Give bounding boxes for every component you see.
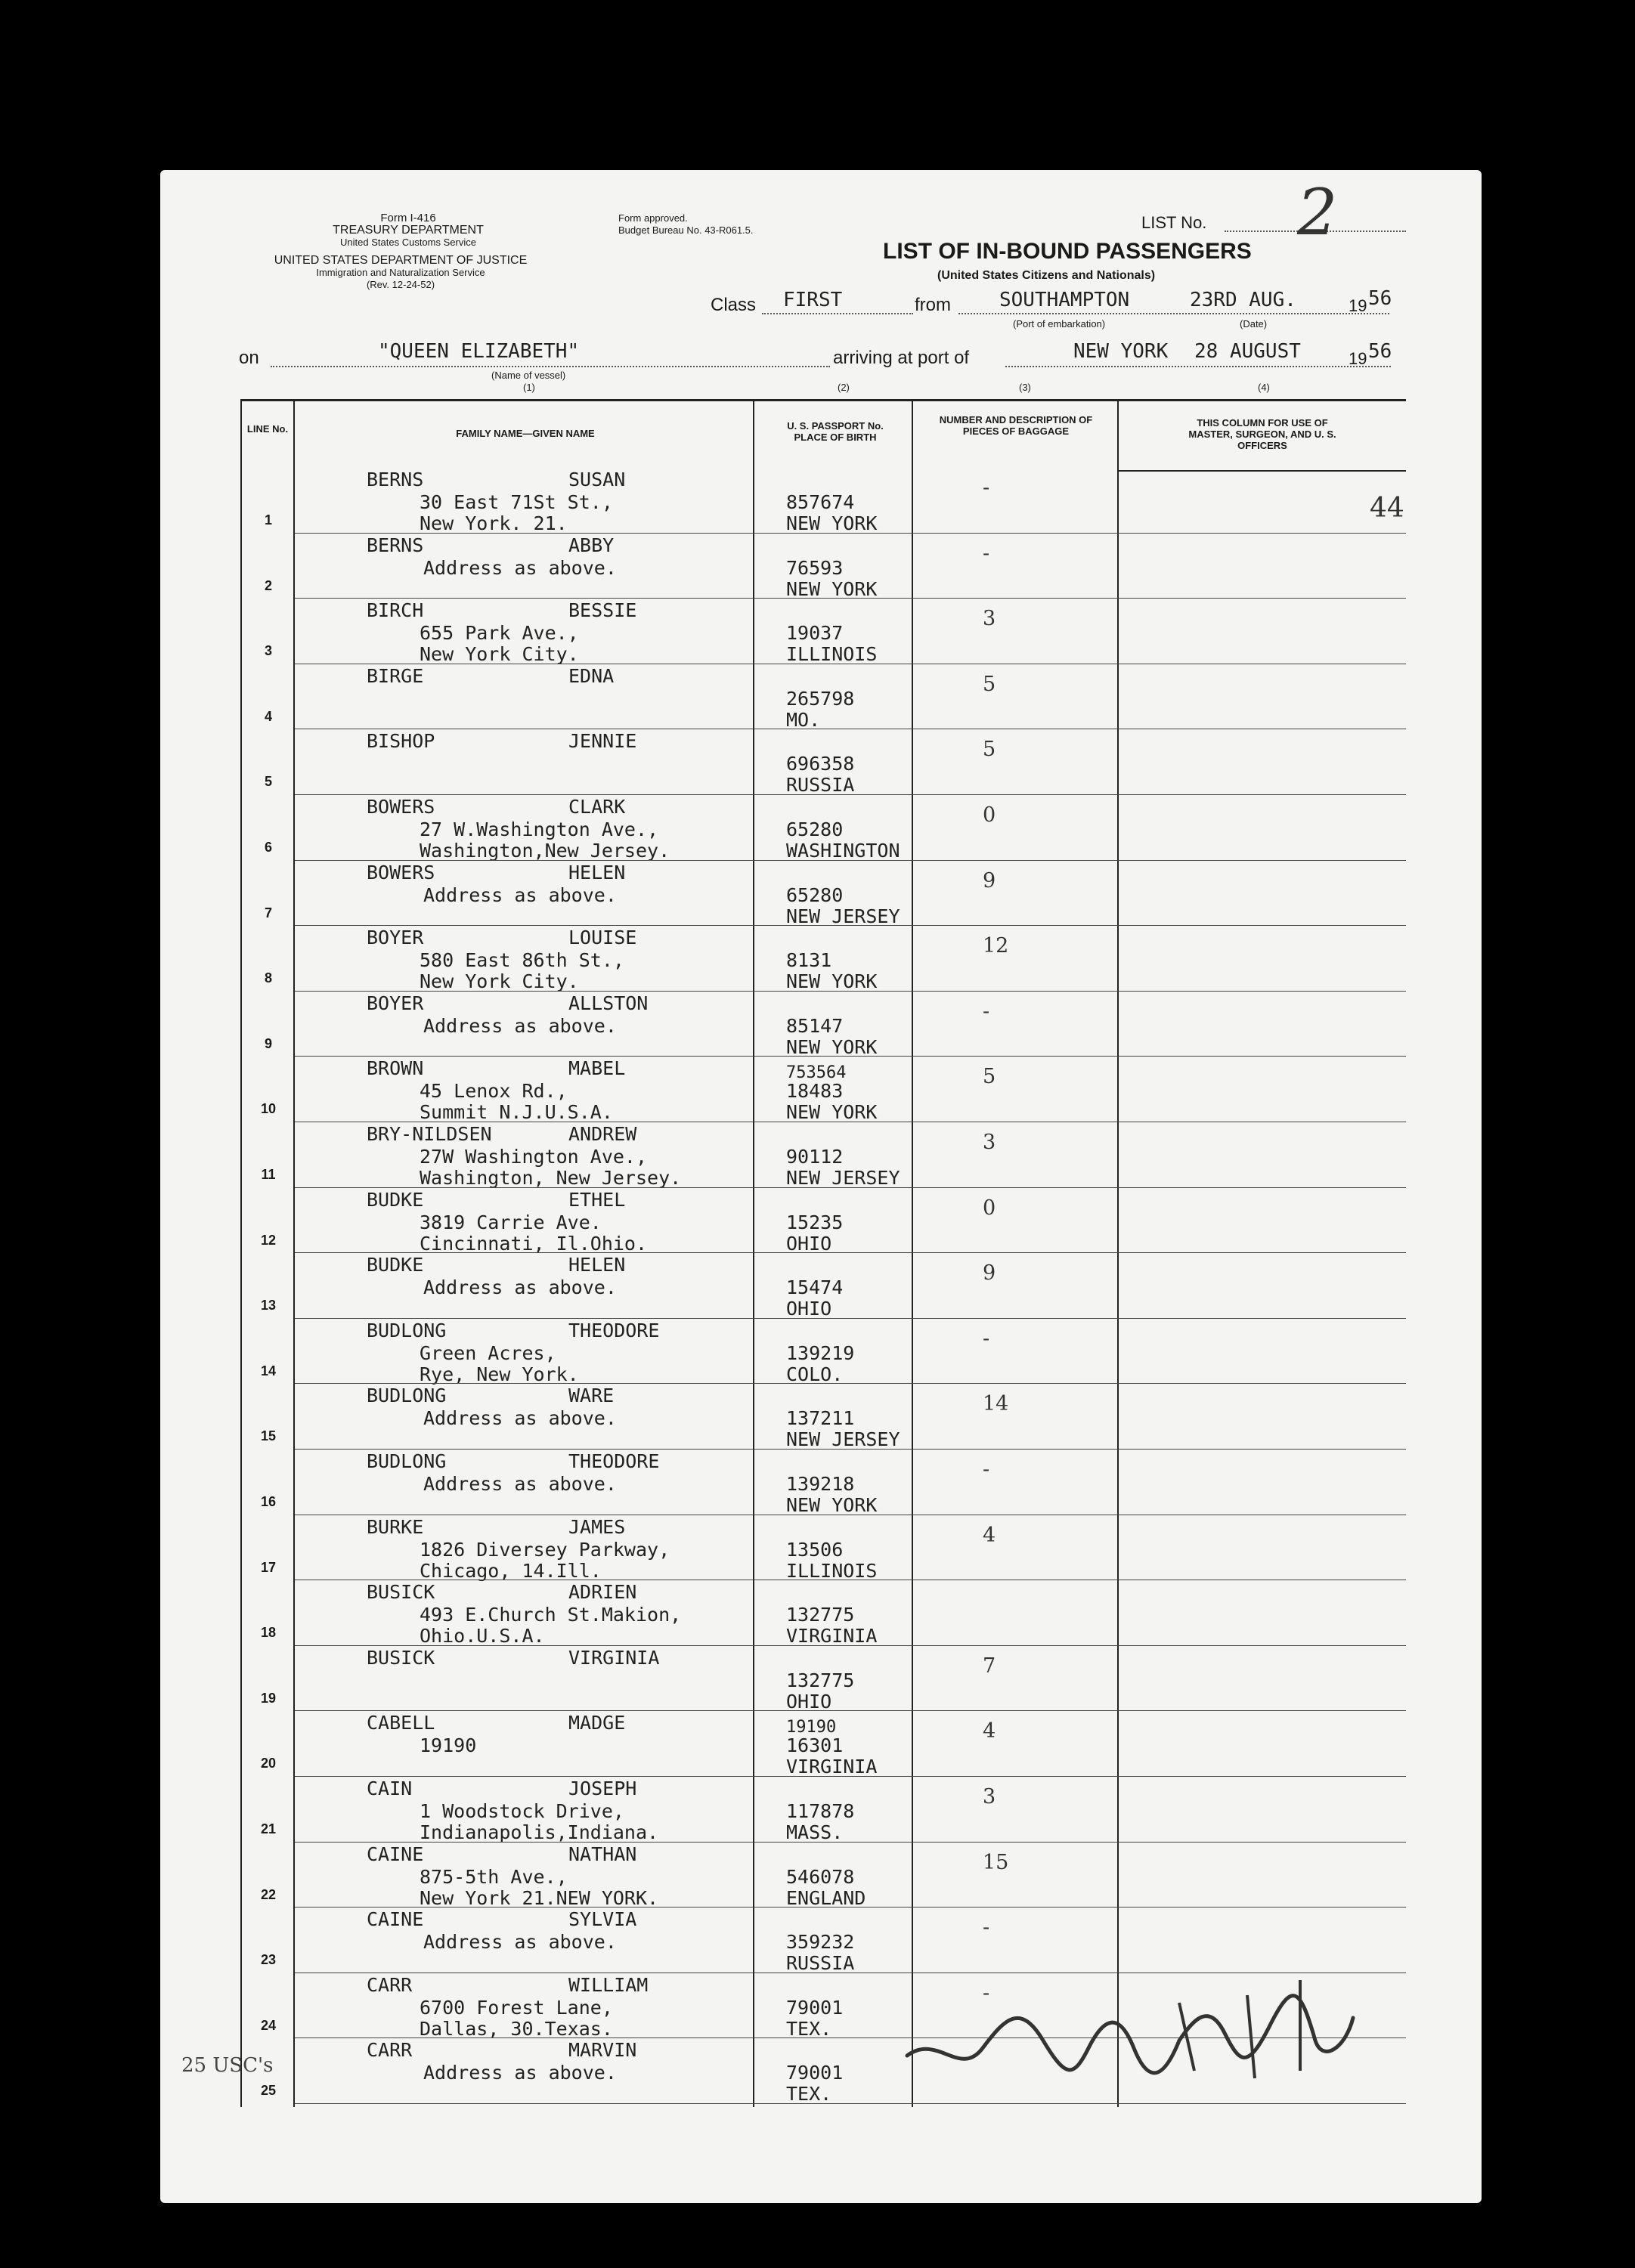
given-name: BESSIE bbox=[568, 599, 637, 622]
arrival-underline bbox=[1005, 366, 1391, 367]
given-name: MADGE bbox=[568, 1712, 626, 1734]
address-line-2: New York City. bbox=[420, 970, 579, 993]
place-of-birth: ENGLAND bbox=[786, 1886, 866, 1909]
row-divider bbox=[295, 1842, 1406, 1843]
arriving-label: arriving at port of bbox=[833, 348, 970, 368]
column-number-3: (3) bbox=[1019, 382, 1031, 393]
baggage-count: 0 bbox=[983, 803, 996, 827]
baggage-count: 9 bbox=[983, 1261, 996, 1286]
line-number: 23 bbox=[260, 1952, 277, 1968]
address-line-1: 1 Woodstock Drive, bbox=[420, 1800, 624, 1822]
address-line-2: Ohio.U.S.A. bbox=[420, 1625, 545, 1648]
embarkation-date: 23RD AUG. bbox=[1190, 289, 1296, 311]
given-name: NATHAN bbox=[568, 1843, 637, 1865]
baggage-count: - bbox=[983, 1458, 990, 1481]
place-of-birth: OHIO bbox=[786, 1690, 832, 1713]
passport-number: 15474 bbox=[786, 1276, 844, 1299]
place-of-birth: NEW YORK bbox=[786, 577, 878, 600]
address-line-1: Green Acres, bbox=[420, 1341, 556, 1364]
address-line-2: Dallas, 30.Texas. bbox=[420, 2017, 613, 2040]
line-number: 24 bbox=[260, 2017, 277, 2033]
line-number: 19 bbox=[260, 1690, 277, 1706]
baggage-count: 3 bbox=[983, 1785, 996, 1809]
address-line-2: Washington, New Jersey. bbox=[420, 1167, 682, 1189]
row-divider bbox=[295, 1056, 1406, 1057]
given-name: VIRGINIA bbox=[568, 1646, 660, 1669]
family-name: CARR bbox=[367, 1973, 413, 1996]
family-name: BISHOP bbox=[367, 730, 435, 753]
row-divider bbox=[295, 1776, 1406, 1777]
row-divider bbox=[295, 533, 1406, 534]
family-name: BUDLONG bbox=[367, 1385, 447, 1407]
given-name: MARVIN bbox=[568, 2039, 637, 2062]
address-line-2: New York 21.NEW YORK. bbox=[420, 1886, 659, 1909]
place-of-birth: TEX. bbox=[786, 2017, 832, 2040]
row-divider bbox=[295, 1710, 1406, 1711]
place-of-birth: NEW JERSEY bbox=[786, 905, 900, 927]
passport-number: 13506 bbox=[786, 1538, 844, 1561]
family-name: CAIN bbox=[367, 1778, 413, 1799]
baggage-count: 3 bbox=[983, 1131, 996, 1154]
place-of-birth: MASS. bbox=[786, 1821, 844, 1843]
address-line-1: Address as above. bbox=[423, 556, 617, 579]
row-divider bbox=[295, 1252, 1406, 1253]
line-number: 10 bbox=[260, 1101, 277, 1117]
address-line-1: 493 E.Church St.Makion, bbox=[420, 1604, 682, 1626]
family-name: BURKE bbox=[367, 1515, 424, 1538]
place-of-birth: NEW YORK bbox=[786, 512, 878, 534]
given-name: JOSEPH bbox=[568, 1778, 637, 1799]
class-underline bbox=[762, 313, 913, 314]
family-name: BOYER bbox=[367, 992, 424, 1014]
line-number: 16 bbox=[260, 1494, 277, 1509]
address-line-1: Address as above. bbox=[423, 1473, 617, 1495]
place-of-birth: TEX. bbox=[786, 2083, 832, 2106]
footer-note: 25 USC's bbox=[181, 2054, 274, 2077]
passport-number: 18483 bbox=[786, 1080, 844, 1103]
port-caption: (Port of embarkation) bbox=[1013, 318, 1106, 330]
row-divider bbox=[295, 1187, 1406, 1188]
place-of-birth: NEW YORK bbox=[786, 1101, 878, 1124]
list-number-value: 2 bbox=[1297, 175, 1338, 249]
family-name: BOWERS bbox=[367, 796, 435, 818]
passport-number: 19037 bbox=[786, 622, 844, 645]
vessel-name: "QUEEN ELIZABETH" bbox=[378, 340, 580, 363]
address-line-1: Address as above. bbox=[423, 2062, 617, 2084]
passport-number: 65280 bbox=[786, 818, 844, 840]
given-name: ADRIEN bbox=[568, 1581, 637, 1604]
table-left-rule bbox=[240, 399, 242, 2107]
form-approved: Form approved. bbox=[618, 212, 688, 224]
family-name: BRY-NILDSEN bbox=[367, 1123, 492, 1145]
family-name: BOYER bbox=[367, 927, 424, 949]
baggage-count: 4 bbox=[983, 1523, 996, 1547]
given-name: ALLSTON bbox=[568, 992, 649, 1014]
address-line-2: New York City. bbox=[420, 643, 579, 666]
baggage-count: 0 bbox=[983, 1196, 996, 1220]
date-caption: (Date) bbox=[1240, 318, 1268, 330]
row-divider bbox=[295, 860, 1406, 861]
from-label: from bbox=[915, 295, 951, 315]
given-name: THEODORE bbox=[568, 1450, 660, 1472]
place-of-birth: NEW JERSEY bbox=[786, 1167, 900, 1189]
passport-number: 16301 bbox=[786, 1734, 844, 1757]
list-number-label: LIST No. bbox=[1141, 213, 1207, 232]
line-number: 14 bbox=[260, 1363, 277, 1378]
customs-service: United States Customs Service bbox=[340, 237, 476, 248]
address-line-2: New York. 21. bbox=[420, 512, 568, 534]
line-number: 18 bbox=[260, 1625, 277, 1641]
passport-number: 79001 bbox=[786, 1996, 844, 2019]
passport-number: 65280 bbox=[786, 883, 844, 906]
address-line-1: 27 W.Washington Ave., bbox=[420, 818, 659, 840]
passport-number: 117878 bbox=[786, 1800, 855, 1822]
vessel-caption: (Name of vessel) bbox=[491, 370, 566, 381]
row-divider bbox=[295, 1449, 1406, 1450]
line-number: 25 bbox=[260, 2083, 277, 2099]
address-line-1: 45 Lenox Rd., bbox=[420, 1080, 568, 1103]
row-divider bbox=[295, 1383, 1406, 1384]
baggage-count: 14 bbox=[983, 1392, 1009, 1416]
family-name: CABELL bbox=[367, 1712, 435, 1734]
passport-note: 753564 bbox=[786, 1063, 847, 1083]
given-name: JAMES bbox=[568, 1515, 626, 1538]
class-label: Class bbox=[711, 295, 757, 315]
given-name: LOUISE bbox=[568, 927, 637, 949]
given-name: EDNA bbox=[568, 664, 615, 687]
row-divider bbox=[295, 2103, 1406, 2104]
address-line-1: 655 Park Ave., bbox=[420, 622, 579, 645]
column-number-4: (4) bbox=[1258, 382, 1270, 393]
passport-number: 132775 bbox=[786, 1604, 855, 1626]
address-line-1: 3819 Carrie Ave. bbox=[420, 1211, 602, 1233]
place-of-birth: NEW YORK bbox=[786, 1494, 878, 1516]
form-number: Form I-416 bbox=[380, 212, 436, 224]
place-of-birth: ILLINOIS bbox=[786, 643, 878, 666]
family-name: CARR bbox=[367, 2039, 413, 2062]
from-underline bbox=[958, 313, 1389, 314]
treasury-department: TREASURY DEPARTMENT bbox=[333, 224, 484, 237]
baggage-count: - bbox=[983, 476, 990, 500]
passport-number: 90112 bbox=[786, 1146, 844, 1168]
family-name: BUDLONG bbox=[367, 1450, 447, 1472]
document-subtitle: (United States Citizens and Nationals) bbox=[937, 269, 1156, 282]
passport-number: 76593 bbox=[786, 556, 844, 579]
family-name: BROWN bbox=[367, 1057, 424, 1080]
family-name: BIRCH bbox=[367, 599, 424, 622]
place-of-birth: NEW YORK bbox=[786, 1035, 878, 1058]
baggage-count: - bbox=[983, 1981, 990, 2005]
given-name: WARE bbox=[568, 1385, 615, 1407]
address-line-1: Address as above. bbox=[423, 1276, 617, 1299]
address-line-1: 19190 bbox=[420, 1734, 477, 1757]
place-of-birth: OHIO bbox=[786, 1232, 832, 1255]
row-divider bbox=[295, 794, 1406, 795]
passport-number: 79001 bbox=[786, 2062, 844, 2084]
given-name: ETHEL bbox=[568, 1188, 626, 1211]
family-name: BERNS bbox=[367, 469, 424, 490]
column-header-line: LINE No. bbox=[246, 423, 289, 435]
baggage-count: - bbox=[983, 999, 990, 1023]
column-header-passport: U. S. PASSPORT No. PLACE OF BIRTH bbox=[787, 420, 884, 443]
row-divider bbox=[295, 1907, 1406, 1908]
address-line-1: 1826 Diversey Parkway, bbox=[420, 1538, 670, 1561]
given-name: JENNIE bbox=[568, 730, 637, 753]
baggage-count: - bbox=[983, 541, 990, 565]
address-line-1: Address as above. bbox=[423, 1014, 617, 1037]
column-header-name: FAMILY NAME—GIVEN NAME bbox=[456, 428, 595, 439]
family-name: BUDKE bbox=[367, 1254, 424, 1276]
given-name: ANDREW bbox=[568, 1123, 637, 1145]
place-of-birth: RUSSIA bbox=[786, 1952, 855, 1975]
place-of-birth: OHIO bbox=[786, 1298, 832, 1320]
arrival-date: 28 AUGUST bbox=[1194, 340, 1301, 363]
arrival-port: NEW YORK bbox=[1073, 340, 1169, 363]
place-of-birth: MO. bbox=[786, 708, 821, 731]
column-number-2: (2) bbox=[838, 382, 850, 393]
address-line-2: Rye, New York. bbox=[420, 1363, 579, 1385]
line-number: 21 bbox=[260, 1821, 277, 1836]
line-number: 2 bbox=[264, 577, 272, 593]
passport-number: 15235 bbox=[786, 1211, 844, 1233]
arrival-year-prefix: 19 bbox=[1349, 349, 1367, 368]
address-line-1: Address as above. bbox=[423, 1931, 617, 1954]
address-line-2: Indianapolis,Indiana. bbox=[420, 1821, 659, 1843]
line-number: 8 bbox=[264, 970, 272, 986]
department-of-justice: UNITED STATES DEPARTMENT OF JUSTICE bbox=[274, 254, 528, 267]
passport-number: 8131 bbox=[786, 949, 832, 972]
line-number: 20 bbox=[260, 1756, 277, 1771]
baggage-count: 5 bbox=[983, 738, 996, 762]
address-line-2: Summit N.J.U.S.A. bbox=[420, 1101, 613, 1124]
baggage-count: 3 bbox=[983, 607, 996, 631]
baggage-count: - bbox=[983, 1326, 990, 1351]
column-header-baggage: NUMBER AND DESCRIPTION OF PIECES OF BAGGAGE bbox=[939, 414, 1093, 437]
given-name: HELEN bbox=[568, 861, 626, 883]
baggage-count: 5 bbox=[983, 1065, 996, 1089]
line-number: 6 bbox=[264, 840, 272, 855]
line-number: 7 bbox=[264, 905, 272, 921]
row-divider bbox=[295, 1645, 1406, 1646]
family-name: BUSICK bbox=[367, 1646, 435, 1669]
line-number: 22 bbox=[260, 1886, 277, 1902]
address-line-1: Address as above. bbox=[423, 883, 617, 906]
port-of-embarkation: SOUTHAMPTON bbox=[999, 289, 1130, 311]
family-name: BUDLONG bbox=[367, 1319, 447, 1341]
given-name: CLARK bbox=[568, 796, 626, 818]
place-of-birth: VIRGINIA bbox=[786, 1625, 878, 1648]
year-prefix: 19 bbox=[1349, 296, 1367, 315]
margin-note: 44 bbox=[1370, 493, 1404, 524]
family-name: CAINE bbox=[367, 1908, 424, 1931]
address-line-1: 30 East 71St St., bbox=[420, 491, 613, 513]
passport-number: 546078 bbox=[786, 1865, 855, 1888]
arrival-year: 56 bbox=[1368, 340, 1392, 363]
given-name: SUSAN bbox=[568, 469, 626, 490]
given-name: MABEL bbox=[568, 1057, 626, 1080]
passport-number: 139219 bbox=[786, 1341, 855, 1364]
family-name: BOWERS bbox=[367, 861, 435, 883]
address-line-2: Cincinnati, Il.Ohio. bbox=[420, 1232, 648, 1255]
passport-note: 19190 bbox=[786, 1718, 837, 1737]
address-line-1: 875-5th Ave., bbox=[420, 1865, 568, 1888]
row-divider bbox=[295, 1318, 1406, 1319]
immigration-service: Immigration and Naturalization Service bbox=[316, 267, 485, 278]
family-name: CAINE bbox=[367, 1843, 424, 1865]
year-value: 56 bbox=[1368, 287, 1392, 310]
given-name: SYLVIA bbox=[568, 1908, 637, 1931]
on-label: on bbox=[239, 348, 259, 368]
place-of-birth: NEW JERSEY bbox=[786, 1428, 900, 1451]
officer-signature bbox=[892, 1957, 1376, 2101]
passport-number: 85147 bbox=[786, 1014, 844, 1037]
budget-bureau: Budget Bureau No. 43-R061.5. bbox=[618, 224, 754, 236]
revision-date: (Rev. 12-24-52) bbox=[366, 279, 435, 290]
line-number: 9 bbox=[264, 1035, 272, 1051]
passport-number: 265798 bbox=[786, 687, 855, 710]
line-number: 11 bbox=[261, 1167, 276, 1182]
class-value: FIRST bbox=[783, 289, 843, 311]
baggage-count: 5 bbox=[983, 672, 996, 696]
family-name: BUDKE bbox=[367, 1188, 424, 1211]
line-number: 3 bbox=[264, 643, 272, 659]
address-line-1: 27W Washington Ave., bbox=[420, 1146, 648, 1168]
baggage-count: 15 bbox=[983, 1850, 1009, 1874]
given-name: ABBY bbox=[568, 534, 615, 556]
baggage-count: - bbox=[983, 1916, 990, 1940]
given-name: HELEN bbox=[568, 1254, 626, 1276]
passport-number: 137211 bbox=[786, 1407, 855, 1430]
passport-number: 139218 bbox=[786, 1473, 855, 1495]
line-number: 5 bbox=[264, 774, 272, 790]
family-name: BIRGE bbox=[367, 664, 424, 687]
row-divider bbox=[295, 925, 1406, 926]
place-of-birth: NEW YORK bbox=[786, 970, 878, 993]
address-line-2: Washington,New Jersey. bbox=[420, 840, 670, 862]
document-title: LIST OF IN-BOUND PASSENGERS bbox=[883, 239, 1252, 264]
line-number: 15 bbox=[260, 1428, 277, 1444]
vessel-underline bbox=[271, 366, 830, 367]
vessel-column-number: (1) bbox=[523, 382, 535, 393]
line-number: 4 bbox=[264, 708, 272, 724]
address-line-1: 6700 Forest Lane, bbox=[420, 1996, 613, 2019]
line-number: 13 bbox=[260, 1298, 277, 1313]
address-line-1: Address as above. bbox=[423, 1407, 617, 1430]
place-of-birth: RUSSIA bbox=[786, 774, 855, 797]
baggage-count: 12 bbox=[983, 934, 1009, 958]
header-bottom-rule bbox=[1117, 470, 1406, 472]
family-name: BUSICK bbox=[367, 1581, 435, 1604]
row-divider bbox=[295, 598, 1406, 599]
baggage-count: 7 bbox=[983, 1654, 996, 1678]
place-of-birth: ILLINOIS bbox=[786, 1559, 878, 1582]
place-of-birth: COLO. bbox=[786, 1363, 844, 1385]
table-top-rule bbox=[240, 399, 1406, 401]
baggage-count: 9 bbox=[983, 868, 996, 893]
place-of-birth: VIRGINIA bbox=[786, 1756, 878, 1778]
line-number: 12 bbox=[260, 1232, 277, 1248]
row-divider bbox=[295, 991, 1406, 992]
given-name: WILLIAM bbox=[568, 1973, 649, 1996]
address-line-2: Chicago, 14.Ill. bbox=[420, 1559, 602, 1582]
line-number: 17 bbox=[260, 1559, 277, 1575]
address-line-1: 580 East 86th St., bbox=[420, 949, 624, 972]
passport-number: 132775 bbox=[786, 1669, 855, 1691]
passport-number: 696358 bbox=[786, 753, 855, 775]
passport-number: 359232 bbox=[786, 1931, 855, 1954]
passport-number: 857674 bbox=[786, 491, 855, 513]
baggage-count: 4 bbox=[983, 1719, 996, 1744]
line-number: 1 bbox=[264, 512, 272, 528]
column-header-officers: THIS COLUMN FOR USE OF MASTER, SURGEON, AND U. S. OFFICERS bbox=[1188, 417, 1336, 451]
given-name: THEODORE bbox=[568, 1319, 660, 1341]
family-name: BERNS bbox=[367, 534, 424, 556]
place-of-birth: WASHINGTON bbox=[786, 840, 900, 862]
